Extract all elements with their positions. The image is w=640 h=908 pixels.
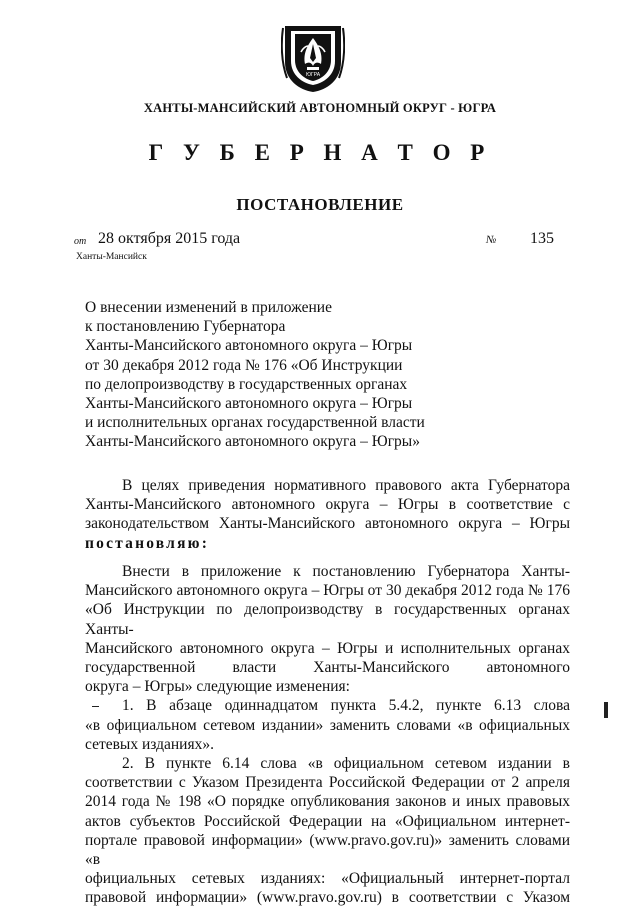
body-line: Мансийского автономного округа – Югры от 30 декабря 2012 года № 176 bbox=[85, 582, 570, 600]
subject-line: Ханты-Мансийского автономного округа – Югры bbox=[85, 395, 413, 413]
body-line: сетевых изданиях». bbox=[85, 735, 214, 753]
date-prefix: от bbox=[74, 236, 87, 247]
body-line: округа – Югры» следующие изменения: bbox=[85, 678, 350, 696]
subject-line: от 30 декабря 2012 года № 176 «Об Инструкции bbox=[85, 356, 403, 374]
body-line: 1. В абзаце одиннадцатом пункта 5.4.2, пункте 6.13 слова bbox=[122, 697, 570, 715]
body-line: правовой информации» (www.pravo.gov.ru) в соответствии с Указом bbox=[85, 889, 570, 907]
subject-line: Ханты-Мансийского автономного округа – Югры» bbox=[85, 433, 420, 451]
document-number: 135 bbox=[530, 230, 554, 247]
main-paragraphs bbox=[85, 562, 570, 908]
body-line: Внести в приложение к постановлению Губернатора Ханты- bbox=[122, 563, 570, 580]
body-line: официальных сетевых изданиях: «Официальный интернет-портал bbox=[85, 870, 570, 888]
document-subject bbox=[85, 298, 505, 452]
scan-mark bbox=[604, 702, 608, 718]
body-line: актов субъектов Российской Федерации на «Официальном интернет- bbox=[85, 812, 570, 830]
governor-title: Г У Б Е Р Н А Т О Р bbox=[148, 140, 492, 165]
document-date: 28 октября 2015 года bbox=[98, 230, 241, 247]
body-line: 2. В пункте 6.14 слова «в официальном сетевом издании в bbox=[122, 755, 570, 773]
decree-word: постановляю: bbox=[85, 534, 210, 552]
body-line: «Об Инструкции по делопроизводству в государственных органах Ханты- bbox=[85, 601, 570, 638]
subject-line: к постановлению Губернатора bbox=[85, 318, 286, 336]
document-type: ПОСТАНОВЛЕНИЕ bbox=[236, 195, 404, 214]
preamble-text: В целях приведения нормативного правового акта Губернатора Ханты-Мансийского автономного округа – Югры в соответствие с законодательством Ханты-Мансийского автономного округа – Югры bbox=[85, 477, 570, 533]
subject-line: по делопроизводству в государственных органах bbox=[85, 375, 408, 393]
body-line: государственной власти Ханты-Мансийского автономного bbox=[85, 659, 570, 677]
region-name: ХАНТЫ-МАНСИЙСКИЙ АВТОНОМНЫЙ ОКРУГ - ЮГРА bbox=[143, 101, 497, 115]
scan-mark bbox=[92, 706, 99, 707]
body-line: «в официальном сетевом издании» заменить словами «в официальных bbox=[85, 716, 570, 734]
subject-line: Ханты-Мансийского автономного округа – Югры bbox=[85, 337, 413, 355]
body-line: портале правовой информации» (www.pravo.gov.ru)» заменить словами «в bbox=[85, 831, 570, 869]
emblem-label: ЮГРА bbox=[305, 72, 321, 78]
subject-line: О внесении изменений в приложение bbox=[85, 299, 332, 316]
number-sign: № bbox=[486, 234, 497, 246]
document-city: Ханты-Мансийск bbox=[76, 252, 147, 262]
preamble-paragraph bbox=[85, 476, 570, 553]
body-line: Мансийского автономного округа – Югры и исполнительных органах bbox=[85, 639, 570, 657]
body-line: соответствии с Указом Президента Российской Федерации от 2 апреля bbox=[85, 774, 570, 792]
subject-line: и исполнительных органах государственной власти bbox=[85, 414, 425, 432]
body-line: 2014 года № 198 «О порядке опубликования законов и иных правовых bbox=[85, 793, 570, 811]
coat-of-arms-icon bbox=[281, 22, 345, 94]
